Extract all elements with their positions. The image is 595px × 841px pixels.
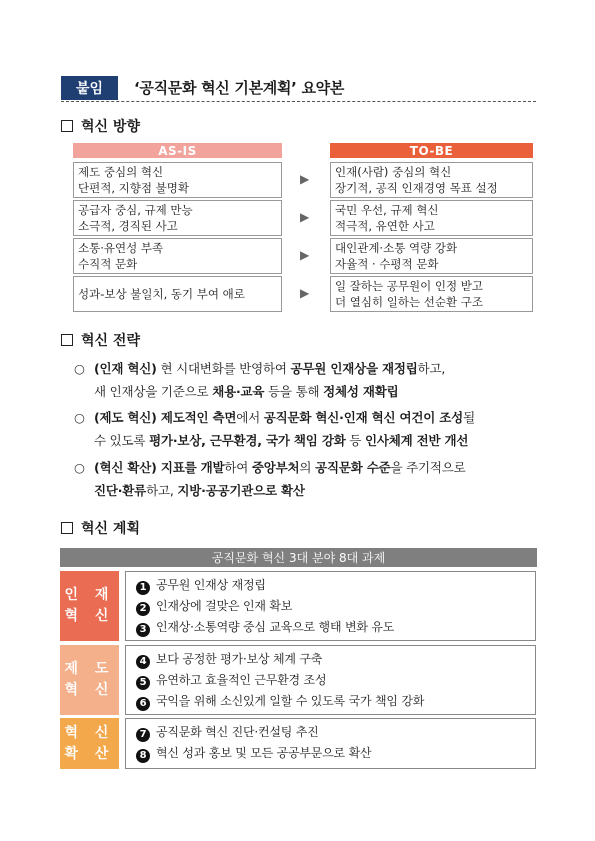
cell-line: 적극적, 유연한 사고	[335, 219, 435, 233]
body-text: 하고,	[146, 483, 178, 498]
category-system-innovation	[60, 645, 119, 715]
task-item	[136, 722, 525, 743]
body-text: 을 주기적으로	[390, 460, 466, 475]
task-list	[125, 571, 536, 641]
section-heading-direction	[61, 116, 140, 136]
emphasis-text: 공직문화 혁신·인재 혁신 여건이 조성	[263, 410, 464, 425]
right-triangle-arrow-icon: ▶	[300, 248, 310, 262]
task-label: 보다 공정한 평가·보상 체계 구축	[156, 652, 323, 666]
number-circle-icon: 8	[136, 749, 150, 763]
task-label: 유연하고 효율적인 근무환경 조성	[156, 673, 327, 687]
number-circle-icon: 3	[136, 623, 150, 637]
task-label: 공직문화 혁신 진단·컨설팅 추진	[156, 725, 319, 739]
body-text: 에서	[236, 410, 264, 425]
tobe-cell	[330, 238, 533, 274]
section-heading-plan	[61, 518, 140, 538]
emphasis-text: (인재 혁신)	[94, 361, 157, 376]
cell-line: 장기적, 공직 인재경영 목표 설정	[335, 181, 498, 195]
circle-bullet-icon: ○	[74, 460, 85, 475]
section-heading-label: 혁신 전략	[81, 333, 140, 349]
asis-header: AS-IS	[73, 143, 282, 158]
emphasis-text: 공무원 인재상을 재정립	[290, 361, 418, 376]
task-item	[136, 691, 525, 712]
number-circle-icon: 7	[136, 728, 150, 742]
cell-line: 더 열심히 일하는 선순환 구조	[335, 295, 483, 309]
category-label: 혁 신	[64, 682, 115, 698]
right-triangle-arrow-icon: ▶	[300, 286, 310, 300]
strategy-line	[94, 410, 475, 425]
number-circle-icon: 5	[136, 676, 150, 690]
cell-line: 성과-보상 불일치, 동기 부여 애로	[78, 287, 245, 301]
cell-line: 단편적, 지향점 불명확	[78, 181, 189, 195]
right-triangle-arrow-icon: ▶	[300, 210, 310, 224]
task-item	[136, 649, 525, 670]
cell-line: 소통·유연성 부족	[78, 241, 164, 255]
strategy-line	[94, 380, 399, 403]
cell-line: 일 잘하는 공무원이 인정 받고	[335, 279, 483, 293]
checkbox-square-icon	[61, 522, 73, 534]
section-heading-strategy	[61, 330, 140, 350]
emphasis-text: 지방·공공기관으로 확산	[177, 483, 305, 498]
body-text: 될	[463, 410, 475, 425]
category-innovation-spread	[60, 718, 119, 769]
strategy-item	[74, 357, 445, 380]
category-label: 확 산	[64, 745, 115, 762]
asis-cell	[73, 238, 282, 274]
section-heading-label: 혁신 방향	[81, 119, 140, 135]
section-heading-label: 혁신 계획	[81, 521, 140, 537]
asis-cell	[73, 276, 282, 312]
emphasis-text: (혁신 확산) 지표를 개발	[94, 460, 225, 475]
tobe-header: TO-BE	[330, 143, 533, 158]
circle-bullet-icon: ○	[74, 361, 85, 376]
task-item	[136, 743, 525, 764]
emphasis-text: 평가·보상, 근무환경, 국가 책임 강화	[149, 433, 346, 448]
emphasis-text: 인사체계 전반 개선	[365, 433, 469, 448]
emphasis-text: 중앙부처	[251, 460, 300, 475]
strategy-line	[94, 429, 468, 452]
task-list	[125, 718, 536, 769]
cell-line: 국민 우선, 규제 혁신	[335, 203, 439, 217]
task-label: 혁신 성과 홍보 및 모든 공공부문으로 확산	[156, 746, 372, 760]
emphasis-text: 공직문화 수준	[315, 460, 391, 475]
asis-cell	[73, 162, 282, 198]
cell-line: 수직적 문화	[78, 257, 138, 271]
checkbox-square-icon	[61, 334, 73, 346]
task-label: 인재상에 걸맞은 인재 확보	[156, 599, 293, 613]
cell-line: 인재(사람) 중심의 혁신	[335, 165, 452, 179]
strategy-line	[94, 460, 466, 475]
tobe-cell	[330, 276, 533, 312]
task-item	[136, 596, 525, 617]
document-title: ‘공직문화 혁신 기본계획’ 요약본	[134, 79, 345, 97]
cell-line: 자율적 · 수평적 문화	[335, 257, 439, 271]
category-label: 인 재	[64, 587, 115, 603]
task-item	[136, 617, 525, 638]
strategy-item	[74, 406, 475, 429]
category-talent-innovation	[60, 571, 119, 641]
category-label: 혁 신	[64, 724, 115, 741]
strategy-line	[94, 479, 305, 502]
cell-line: 제도 중심의 혁신	[78, 165, 164, 179]
number-circle-icon: 6	[136, 697, 150, 711]
body-text: 의	[299, 460, 316, 475]
strategy-item	[74, 456, 466, 479]
task-list	[125, 645, 536, 715]
task-item	[136, 670, 525, 691]
category-label: 혁 신	[64, 608, 115, 624]
body-text: 현 시대변화를 반영하여	[156, 361, 291, 376]
strategy-line	[94, 361, 445, 376]
number-circle-icon: 1	[136, 581, 150, 595]
task-label: 공무원 인재상 재정립	[156, 578, 266, 592]
task-label: 국익을 위해 소신있게 일할 수 있도록 국가 책임 강화	[156, 694, 425, 708]
tobe-cell	[330, 162, 533, 198]
right-triangle-arrow-icon: ▶	[300, 172, 310, 186]
cell-line: 공급자 중심, 규제 만능	[78, 203, 193, 217]
body-text: 등을 통해	[264, 384, 324, 399]
emphasis-text: 정체성 재확립	[323, 384, 399, 399]
cell-line: 소극적, 경직된 사고	[78, 219, 178, 233]
checkbox-square-icon	[61, 120, 73, 132]
body-text: 수 있도록	[94, 433, 150, 448]
asis-cell	[73, 200, 282, 236]
body-text: 등	[345, 433, 365, 448]
plan-table-title: 공직문화 혁신 3대 분야 8대 과제	[60, 548, 537, 567]
body-text: 하고,	[417, 361, 446, 376]
number-circle-icon: 2	[136, 602, 150, 616]
task-item	[136, 575, 525, 596]
attachment-badge: 붙임	[61, 76, 118, 100]
emphasis-text: (제도 혁신) 제도적인 측면	[94, 410, 237, 425]
emphasis-text: 진단·환류	[94, 483, 147, 498]
cell-line: 대인관계·소통 역량 강화	[335, 241, 458, 255]
circle-bullet-icon: ○	[74, 410, 85, 425]
body-text: 하여	[224, 460, 252, 475]
emphasis-text: 채용·교육	[212, 384, 265, 399]
number-circle-icon: 4	[136, 655, 150, 669]
tobe-cell	[330, 200, 533, 236]
body-text: 새 인재상을 기준으로	[94, 384, 213, 399]
category-label: 제 도	[64, 661, 115, 677]
task-label: 인재상·소통역량 중심 교육으로 행태 변화 유도	[156, 620, 395, 634]
header-divider	[61, 101, 536, 102]
